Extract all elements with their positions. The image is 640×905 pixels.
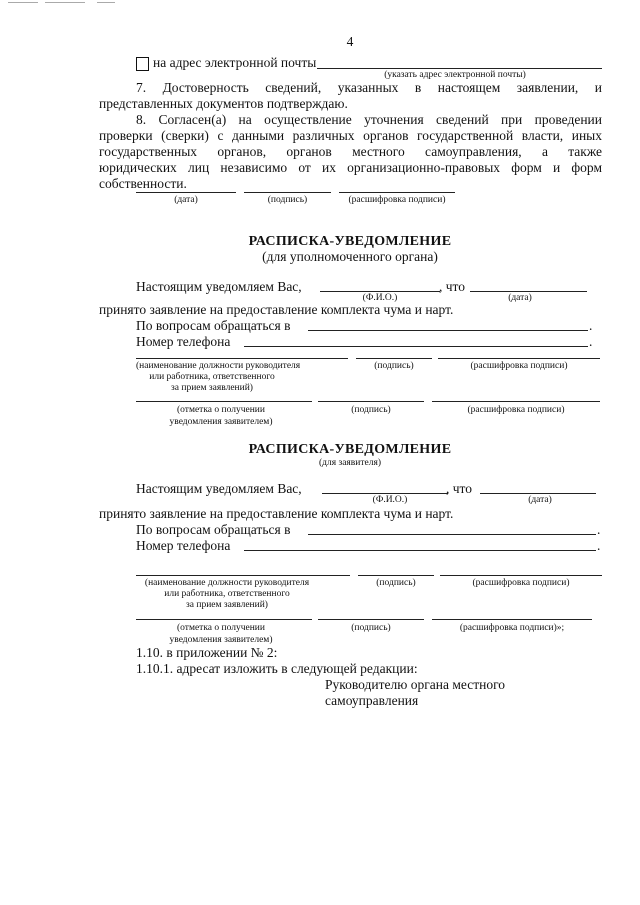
receipt1-mark-decode-caption: (расшифровка подписи): [467, 405, 565, 415]
signature-caption: (подпись): [267, 195, 308, 205]
receipt1-phone: Номер телефона: [136, 334, 231, 349]
date-field[interactable]: [136, 192, 236, 193]
receipt1-what: , что: [439, 279, 466, 294]
email-caption: (указать адрес электронной почты): [384, 70, 526, 80]
receipt1-period: .: [589, 318, 593, 333]
item8-line4: юридических лиц независимо от их организационно-правовых форм и форм: [99, 160, 602, 175]
receipt2-official-sign-caption: (подпись): [376, 578, 416, 588]
receipt2-official-caption-1: (наименование должности руководителя: [144, 578, 310, 588]
receipt2-official-field[interactable]: [136, 575, 350, 576]
receipt1-notify: Настоящим уведомляем Вас,: [136, 279, 302, 294]
receipt2-mark-decode-caption: (расшифровка подписи)»;: [459, 623, 565, 633]
receipt2-period: .: [597, 522, 601, 537]
scan-artifact: [97, 2, 115, 3]
email-field[interactable]: [317, 68, 602, 69]
receipt1-official-sign-field[interactable]: [356, 358, 432, 359]
item8-line2: проверки (сверки) с данными различных органов государственной власти, иных: [99, 128, 602, 143]
receipt1-date-caption: (дата): [508, 293, 532, 303]
receipt2-official-sign-field[interactable]: [358, 575, 434, 576]
receipt2-fio-caption: (Ф.И.О.): [372, 495, 408, 505]
receipt1-official-sign-caption: (подпись): [374, 361, 414, 371]
receipt2-date-caption: (дата): [528, 495, 552, 505]
receipt1-phone-field[interactable]: [244, 346, 588, 347]
receipt1-title: РАСПИСКА-УВЕДОМЛЕНИЕ: [248, 234, 452, 249]
email-label: на адрес электронной почты: [153, 55, 317, 70]
receipt1-questions: По вопросам обращаться в: [136, 318, 291, 333]
receipt2-mark-sign-field[interactable]: [318, 619, 424, 620]
item8-line3: государственных органов, органов местного самоуправления, а также: [99, 144, 602, 159]
receipt2-date-field[interactable]: [480, 493, 596, 494]
appendix-line2: 1.10.1. адресат изложить в следующей редакции:: [136, 661, 418, 676]
receipt2-notify: Настоящим уведомляем Вас,: [136, 481, 302, 496]
receipt2-phone: Номер телефона: [136, 538, 231, 553]
receipt2-what: , что: [446, 481, 473, 496]
addressee-line2: самоуправления: [325, 693, 419, 708]
receipt2-accepted: принято заявление на предоставление комплекта чума и нарт.: [99, 506, 454, 521]
receipt1-official-decode-caption: (расшифровка подписи): [470, 361, 568, 371]
appendix-line1: 1.10. в приложении № 2:: [136, 645, 278, 660]
item7-line1: 7. Достоверность сведений, указанных в настоящем заявлении, и: [136, 80, 602, 95]
receipt2-fio-field[interactable]: [322, 493, 448, 494]
receipt1-official-caption-2: или работника, ответственного: [149, 372, 275, 382]
receipt1-mark-caption-1: (отметка о получении: [177, 405, 265, 415]
receipt1-contact-field[interactable]: [308, 330, 588, 331]
receipt2-questions: По вопросам обращаться в: [136, 522, 291, 537]
receipt1-mark-decode-field[interactable]: [432, 401, 600, 402]
item8-line5: собственности.: [99, 176, 187, 191]
signature-decode-caption: (расшифровка подписи): [348, 195, 446, 205]
receipt2-mark-field[interactable]: [136, 619, 312, 620]
receipt2-mark-sign-caption: (подпись): [351, 623, 391, 633]
email-checkbox[interactable]: [136, 57, 149, 71]
receipt2-phone-field[interactable]: [244, 550, 596, 551]
receipt2-official-caption-2: или работника, ответственного: [164, 589, 290, 599]
signature-field[interactable]: [244, 192, 331, 193]
receipt1-mark-sign-caption: (подпись): [351, 405, 391, 415]
receipt1-accepted: принято заявление на предоставление комплекта чума и нарт.: [99, 302, 454, 317]
receipt2-mark-caption-1: (отметка о получении: [177, 623, 265, 633]
receipt2-official-decode-caption: (расшифровка подписи): [472, 578, 570, 588]
addressee-line1: Руководителю органа местного: [325, 677, 506, 692]
scan-artifact: [45, 2, 85, 3]
receipt2-phone-period: .: [597, 538, 601, 553]
receipt1-official-decode-field[interactable]: [438, 358, 600, 359]
receipt2-title: РАСПИСКА-УВЕДОМЛЕНИЕ: [248, 442, 452, 457]
receipt2-contact-field[interactable]: [308, 534, 596, 535]
receipt1-fio-caption: (Ф.И.О.): [362, 293, 398, 303]
receipt2-mark-caption-2: уведомления заявителем): [169, 635, 273, 645]
receipt1-official-field[interactable]: [136, 358, 348, 359]
signature-decode-field[interactable]: [339, 192, 455, 193]
item7-line2: представленных документов подтверждаю.: [99, 96, 348, 111]
receipt1-official-caption-1: (наименование должности руководителя: [136, 361, 301, 371]
receipt2-official-caption-3: за прием заявлений): [186, 600, 268, 610]
receipt1-mark-field[interactable]: [136, 401, 312, 402]
date-caption: (дата): [174, 195, 198, 205]
receipt1-fio-field[interactable]: [320, 291, 440, 292]
receipt2-mark-decode-field[interactable]: [432, 619, 592, 620]
receipt2-subtitle: (для заявителя): [318, 458, 382, 468]
receipt2-official-decode-field[interactable]: [440, 575, 602, 576]
receipt1-mark-caption-2: уведомления заявителем): [169, 417, 273, 427]
page-number: 4: [346, 34, 354, 49]
receipt1-date-field[interactable]: [470, 291, 587, 292]
receipt1-subtitle: (для уполномоченного органа): [262, 249, 438, 264]
receipt1-phone-period: .: [589, 334, 593, 349]
receipt1-official-caption-3: за прием заявлений): [171, 383, 253, 393]
item8-line1: 8. Согласен(а) на осуществление уточнения сведений при проведении: [136, 112, 602, 127]
receipt1-mark-sign-field[interactable]: [318, 401, 424, 402]
scan-artifact: [8, 2, 38, 3]
